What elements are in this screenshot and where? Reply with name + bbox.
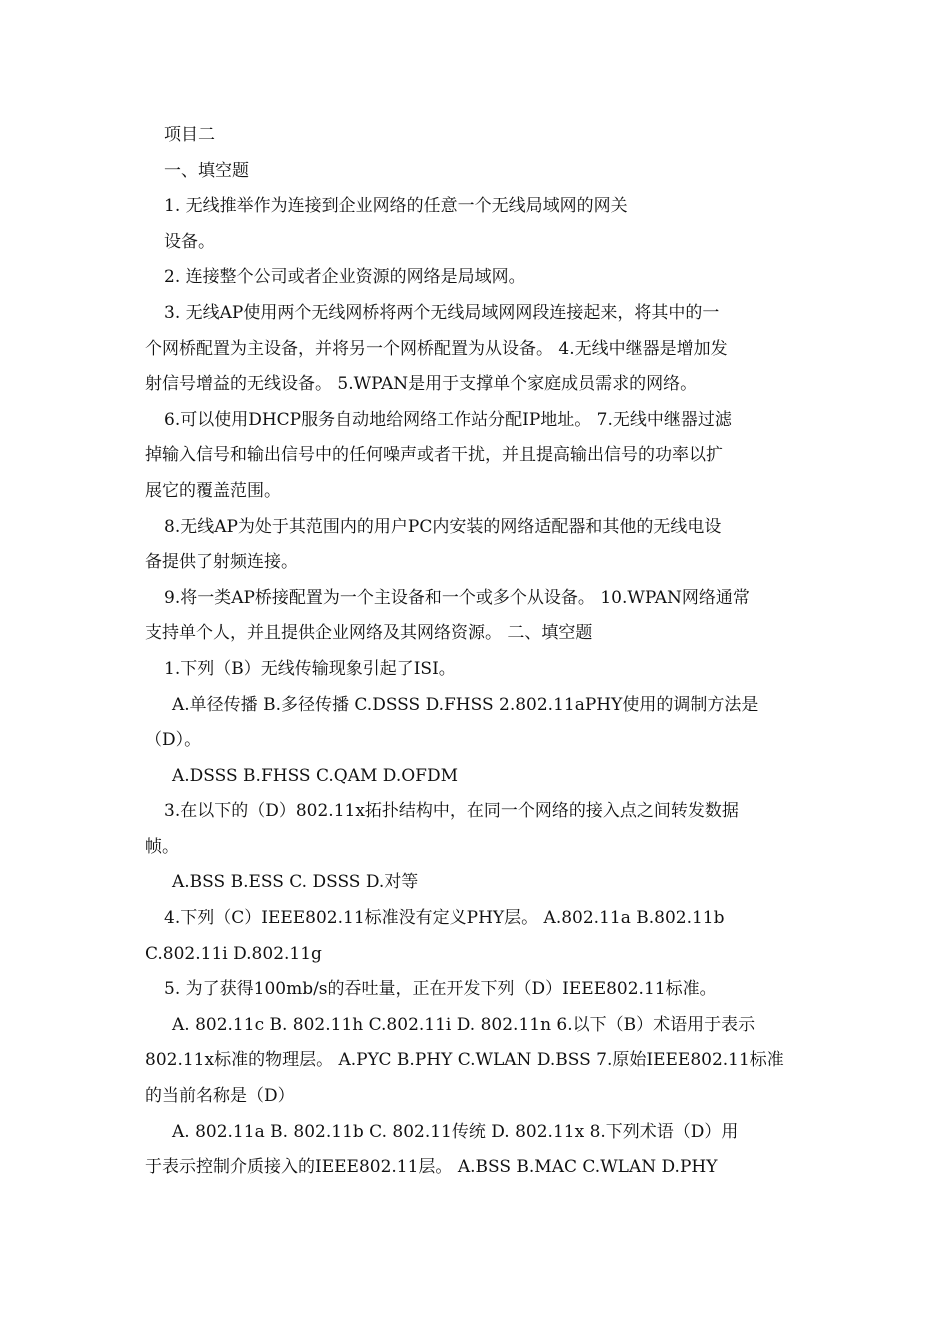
section-title: 项目二 <box>164 125 215 145</box>
question-line: 4.下列（C）IEEE802.11标准没有定义PHY层。 A.802.11a B.802.11b <box>164 908 725 929</box>
question-line: 5. 为了获得100mb/s的吞吐量，正在开发下列（D）IEEE802.11标准。 <box>164 979 717 1000</box>
text-line: 9.将一类AP桥接配置为一个主设备和一个或多个从设备。 10.WPAN网络通常 <box>164 587 750 608</box>
options-line: A. 802.11a B. 802.11b C. 802.11传统 D. 802.11x 8.下列术语（D）用 <box>172 1121 739 1142</box>
options-line: A.单径传播 B.多径传播 C.DSSS D.FHSS 2.802.11aPHY使用的调制方法是 <box>172 694 759 715</box>
text-line: 备提供了射频连接。 <box>145 552 298 573</box>
text-line: 掉输入信号和输出信号中的任何噪声或者干扰，并且提高输出信号的功率以扩 <box>145 445 723 466</box>
text-line: 2. 连接整个公司或者企业资源的网络是局域网。 <box>164 267 526 288</box>
options-line: A.BSS B.ESS C. DSSS D.对等 <box>172 872 419 893</box>
options-line: A. 802.11c B. 802.11h C.802.11i D. 802.11n 6.以下（B）术语用于表示 <box>172 1014 756 1035</box>
text-line: 1. 无线推举作为连接到企业网络的任意一个无线局域网的网关 <box>164 196 628 217</box>
question-line: 帧。 <box>145 836 179 857</box>
text-line: 8.无线AP为处于其范围内的用户PC内安装的网络适配器和其他的无线电设 <box>164 516 722 537</box>
question-line: 1.下列（B）无线传输现象引起了ISI。 <box>164 658 456 679</box>
options-line: C.802.11i D.802.11g <box>145 943 322 964</box>
document-body <box>145 118 810 1186</box>
text-line: 3. 无线AP使用两个无线网桥将两个无线局域网网段连接起来，将其中的一 <box>164 302 720 323</box>
options-line: A.DSSS B.FHSS C.QAM D.OFDM <box>172 765 458 786</box>
section-heading: 一、填空题 <box>164 160 249 181</box>
text-line: 支持单个人，并且提供企业网络及其网络资源。 二、填空题 <box>145 623 593 644</box>
text-line: 展它的覆盖范围。 <box>145 480 281 501</box>
question-line: 的当前名称是（D） <box>145 1086 295 1107</box>
question-line: 3.在以下的（D）802.11x拓扑结构中，在同一个网络的接入点之间转发数据 <box>164 801 739 822</box>
text-line: 射信号增益的无线设备。 5.WPAN是用于支撑单个家庭成员需求的网络。 <box>145 374 698 395</box>
text-line: 个网桥配置为主设备，并将另一个网桥配置为从设备。 4.无线中继器是增加发 <box>145 338 728 359</box>
question-line: 802.11x标准的物理层。 A.PYC B.PHY C.WLAN D.BSS 7.原始IEEE802.11标准 <box>145 1050 784 1071</box>
text-line: 设备。 <box>164 231 215 252</box>
question-line: （D）。 <box>145 730 202 751</box>
question-line: 于表示控制介质接入的IEEE802.11层。 A.BSS B.MAC C.WLAN D.PHY <box>145 1157 718 1178</box>
text-line: 6.可以使用DHCP服务自动地给网络工作站分配IP地址。 7.无线中继器过滤 <box>164 409 732 430</box>
